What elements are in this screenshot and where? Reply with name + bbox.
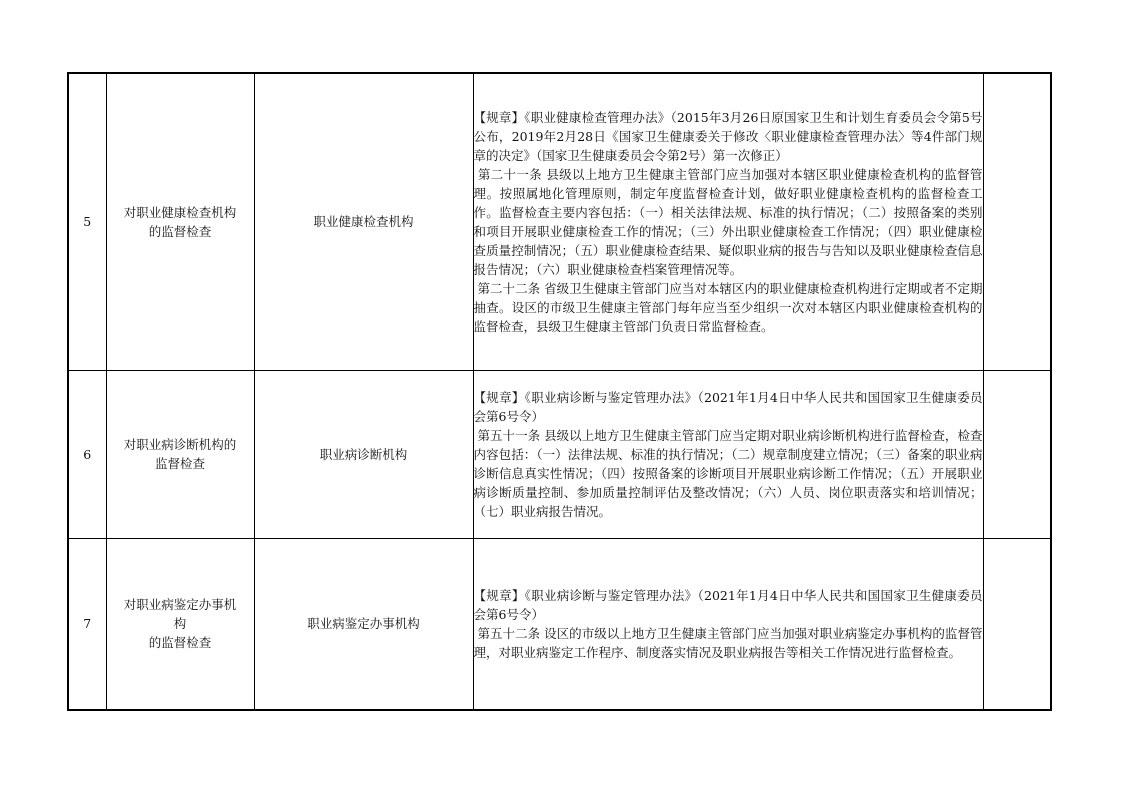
remarks-cell	[983, 370, 1051, 538]
inspection-object: 职业病鉴定办事机构	[254, 538, 473, 710]
inspection-object: 职业病诊断机构	[254, 370, 473, 538]
table-row	[68, 73, 1051, 370]
row-number: 7	[68, 538, 106, 710]
regulation-table	[67, 72, 1052, 711]
table-row	[68, 370, 1051, 538]
inspection-object: 职业健康检查机构	[254, 73, 473, 370]
legal-basis: 【规章】《职业病诊断与鉴定管理办法》（2021年1月4日中华人民共和国国家卫生健康委员会第6号令） 第五十二条 设区的市级以上地方卫生健康主管部门应当加强对职业病鉴定办事机构的监督管理，对职业病鉴定工作程序、制度落实情况及职业病报告等相关工作情况进行监督检查。	[473, 538, 983, 710]
legal-basis: 【规章】《职业病诊断与鉴定管理办法》（2021年1月4日中华人民共和国国家卫生健康委员会第6号令） 第五十一条 县级以上地方卫生健康主管部门应当定期对职业病诊断机构进行监督检查，检查内容包括：（一）法律法规、标准的执行情况；（二）规章制度建立情况；（三）备案的职业病诊断信息真实性情况；（四）按照备案的诊断项目开展职业病诊断工作情况；（五）开展职业病诊断质量控制、参加质量控制评估及整改情况；（六）人员、岗位职责落实和培训情况；（七）职业病报告情况。	[473, 370, 983, 538]
row-number: 6	[68, 370, 106, 538]
remarks-cell	[983, 538, 1051, 710]
remarks-cell	[983, 73, 1051, 370]
row-number: 5	[68, 73, 106, 370]
legal-basis: 【规章】《职业健康检查管理办法》（2015年3月26日原国家卫生和计划生育委员会令第5号公布，2019年2月28日《国家卫生健康委关于修改〈职业健康检查管理办法〉等4件部门规章的决定》（国家卫生健康委员会令第2号）第一次修正） 第二十一条 县级以上地方卫生健康主管部门应当加强对本辖区职业健康检查机构的监督管理。按照属地化管理原则，制定年度监督检查计划，做好职业健康检查机构的监督检查工作。监督检查主要内容包括：（一）相关法律法规、标准的执行情况；（二）按照备案的类别和项目开展职业健康检查工作的情况；（三）外出职业健康检查工作情况；（四）职业健康检查质量控制情况；（五）职业健康检查结果、疑似职业病的报告与告知以及职业健康检查信息报告情况；（六）职业健康检查档案管理情况等。 第二十二条 省级卫生健康主管部门应当对本辖区内的职业健康检查机构进行定期或者不定期抽查。设区的市级卫生健康主管部门每年应当至少组织一次对本辖区内职业健康检查机构的监督检查，县级卫生健康主管部门负责日常监督检查。	[473, 73, 983, 370]
inspection-item: 对职业病鉴定办事机 构 的监督检查	[106, 538, 254, 710]
inspection-item: 对职业病诊断机构的 监督检查	[106, 370, 254, 538]
table-row	[68, 538, 1051, 710]
inspection-item: 对职业健康检查机构 的监督检查	[106, 73, 254, 370]
